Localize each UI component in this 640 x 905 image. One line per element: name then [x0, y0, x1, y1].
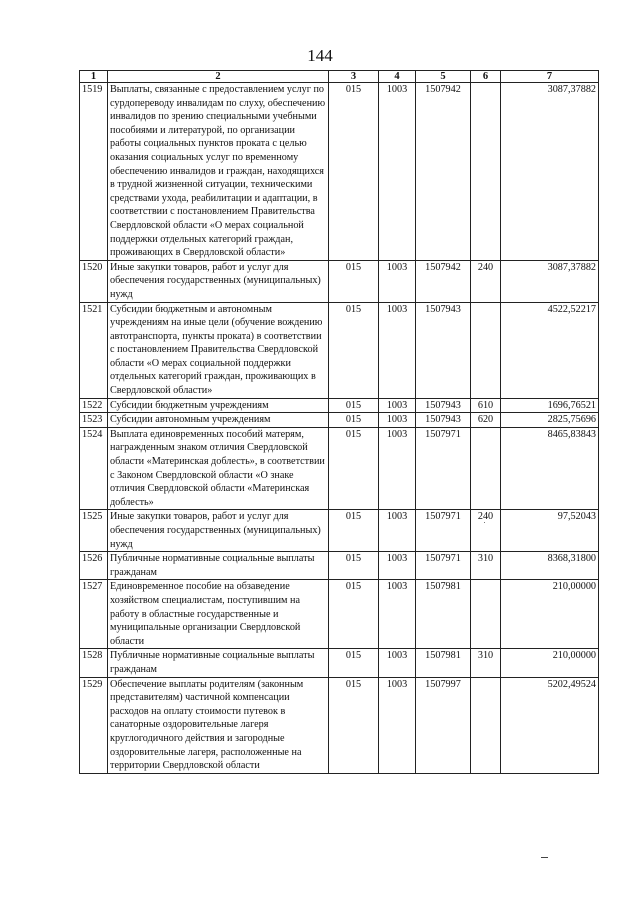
row-amount: 1696,76521 [501, 398, 599, 413]
row-code-3: 015 [329, 580, 379, 649]
table-row [80, 260, 599, 302]
row-code-6 [471, 677, 501, 773]
row-code-5: 1507971 [416, 552, 471, 580]
row-description: Иные закупки товаров, работ и услуг для обеспечения государственных (муниципальных) нужд [108, 260, 329, 302]
row-code-4: 1003 [379, 302, 416, 398]
row-amount: 2825,75696 [501, 413, 599, 428]
row-description: Обеспечение выплаты родителям (законным представителям) частичной компенсации расходов на оплату стоимости путевок в санаторные оздоровительные лагеря круглогодичного действия и загородные оздоровительные лагеря, расположенные на территории Свердловской области [108, 677, 329, 773]
row-amount: 5202,49524 [501, 677, 599, 773]
row-code-4: 1003 [379, 427, 416, 510]
row-amount: 8368,31800 [501, 552, 599, 580]
row-amount: 97,52043 [501, 510, 599, 552]
table-row [80, 510, 599, 552]
row-amount: 3087,37882 [501, 260, 599, 302]
row-code-3: 015 [329, 413, 379, 428]
row-number: 1520 [80, 260, 108, 302]
row-code-3: 015 [329, 398, 379, 413]
row-code-4: 1003 [379, 677, 416, 773]
row-code-6 [471, 83, 501, 261]
row-code-4: 1003 [379, 580, 416, 649]
header-cell: 6 [471, 71, 501, 83]
row-code-6: 620 [471, 413, 501, 428]
row-number: 1523 [80, 413, 108, 428]
row-number: 1526 [80, 552, 108, 580]
row-description: Субсидии бюджетным и автономным учреждениям на иные цели (обучение вождению автотранспорта, пункты проката) в соответствии с постановлением Правительства Свердловской области «О мерах социальной поддержки отдельных категорий граждан, проживающих в Свердловской области» [108, 302, 329, 398]
row-code-3: 015 [329, 677, 379, 773]
row-code-4: 1003 [379, 413, 416, 428]
row-number: 1527 [80, 580, 108, 649]
row-code-3: 015 [329, 510, 379, 552]
row-amount: 210,00000 [501, 580, 599, 649]
row-code-6 [471, 427, 501, 510]
row-number: 1519 [80, 83, 108, 261]
row-description: Субсидии бюджетным учреждениям [108, 398, 329, 413]
row-code-3: 015 [329, 427, 379, 510]
row-code-5: 1507942 [416, 260, 471, 302]
table-row [80, 677, 599, 773]
row-description: Единовременное пособие на обзаведение хозяйством специалистам, поступившим на работу в областные государственные и муниципальные организации Свердловской области [108, 580, 329, 649]
scan-speck [484, 522, 485, 523]
row-description: Выплаты, связанные с предоставлением услуг по сурдопереводу инвалидам по слуху, обеспечению инвалидов по зрению специальными учебными пособиями и литературой, по организации работы социальных пунктов проката с целью оказания социальных услуг по временному обеспечению инвалидов и граждан, находящихся в трудной жизненной ситуации, техническими средствами ухода, реабилитации и адаптации, в соответствии с постановлением Правительства Свердловской области «О мерах социальной поддержки отдельных категорий граждан, проживающих в Свердловской области» [108, 83, 329, 261]
header-row [80, 71, 599, 83]
header-cell: 1 [80, 71, 108, 83]
row-amount: 8465,83843 [501, 427, 599, 510]
row-description: Публичные нормативные социальные выплаты гражданам [108, 552, 329, 580]
row-code-3: 015 [329, 649, 379, 677]
table-row [80, 398, 599, 413]
row-code-3: 015 [329, 260, 379, 302]
row-code-5: 1507942 [416, 83, 471, 261]
page-number: 144 [307, 46, 333, 65]
row-code-6: 310 [471, 649, 501, 677]
row-code-6: 240 [471, 260, 501, 302]
row-code-4: 1003 [379, 552, 416, 580]
row-number: 1521 [80, 302, 108, 398]
budget-table [79, 70, 599, 774]
row-number: 1529 [80, 677, 108, 773]
row-amount: 3087,37882 [501, 83, 599, 261]
table-row [80, 580, 599, 649]
row-code-4: 1003 [379, 649, 416, 677]
row-code-4: 1003 [379, 398, 416, 413]
table-row [80, 83, 599, 261]
row-code-6 [471, 302, 501, 398]
table-row [80, 552, 599, 580]
row-code-5: 1507971 [416, 510, 471, 552]
row-code-6 [471, 580, 501, 649]
row-code-4: 1003 [379, 510, 416, 552]
row-code-6: 310 [471, 552, 501, 580]
row-description: Иные закупки товаров, работ и услуг для обеспечения государственных (муниципальных) нужд [108, 510, 329, 552]
row-code-5: 1507981 [416, 580, 471, 649]
scan-dash-mark [541, 857, 548, 858]
row-number: 1528 [80, 649, 108, 677]
row-code-5: 1507943 [416, 302, 471, 398]
row-code-6: 240 [471, 510, 501, 552]
row-code-5: 1507971 [416, 427, 471, 510]
header-cell: 5 [416, 71, 471, 83]
row-code-5: 1507981 [416, 649, 471, 677]
table-row [80, 302, 599, 398]
row-code-6: 610 [471, 398, 501, 413]
row-amount: 210,00000 [501, 649, 599, 677]
row-description: Публичные нормативные социальные выплаты гражданам [108, 649, 329, 677]
row-code-5: 1507997 [416, 677, 471, 773]
row-number: 1522 [80, 398, 108, 413]
header-cell: 4 [379, 71, 416, 83]
row-code-3: 015 [329, 552, 379, 580]
header-cell: 2 [108, 71, 329, 83]
header-cell: 7 [501, 71, 599, 83]
row-number: 1524 [80, 427, 108, 510]
row-description: Выплата единовременных пособий матерям, награжденным знаком отличия Свердловской области «Материнская доблесть», в соответствии с Законом Свердловской области «О знаке отличия Свердловской области «Материнская доблесть» [108, 427, 329, 510]
row-code-4: 1003 [379, 83, 416, 261]
row-number: 1525 [80, 510, 108, 552]
row-amount: 4522,52217 [501, 302, 599, 398]
table-row [80, 427, 599, 510]
row-code-3: 015 [329, 83, 379, 261]
row-code-5: 1507943 [416, 413, 471, 428]
row-code-4: 1003 [379, 260, 416, 302]
table-row [80, 649, 599, 677]
table-row [80, 413, 599, 428]
row-code-5: 1507943 [416, 398, 471, 413]
row-description: Субсидии автономным учреждениям [108, 413, 329, 428]
header-cell: 3 [329, 71, 379, 83]
row-code-3: 015 [329, 302, 379, 398]
